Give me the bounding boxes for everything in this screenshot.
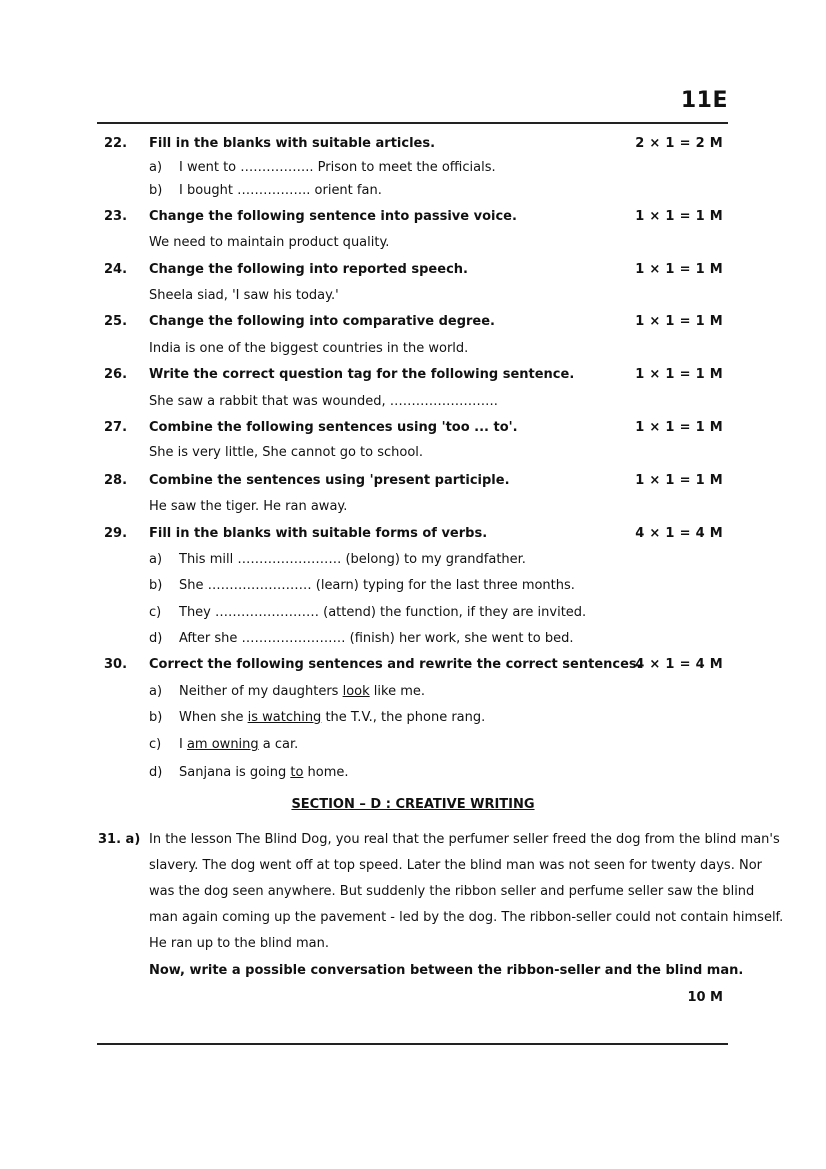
question-23 [0,207,826,227]
question-text: Write the correct question tag for the following sentence. [149,367,575,382]
question-31-task [0,961,826,981]
option-text [179,735,298,755]
question-sentence: India is one of the biggest countries in the world. [149,341,469,356]
question-31-line-5 [0,934,826,954]
question-number: 23. [104,209,128,224]
passage-line: slavery. The dog went off at top speed. Later the blind man was not seen for twenty days. Nor [149,858,762,873]
question-25 [0,312,826,332]
writing-task: Now, write a possible conversation between the ribbon-seller and the blind man. [149,963,744,978]
paper-code: 11E [680,88,728,113]
option-label: a) [149,160,163,175]
question-number: 22. [104,136,128,151]
section-heading-row [0,795,826,815]
question-sentence: Sheela siad, 'I saw his today.' [149,288,339,303]
bottom-rule [97,1043,728,1045]
underlined-error: look [342,684,370,699]
option-label: b) [149,578,163,593]
question-text: Change the following into reported speech. [149,262,468,277]
option-row [0,682,826,702]
passage-line: In the lesson The Blind Dog, you real that the perfumer seller freed the dog from the blind man's [149,832,780,847]
text-after: the T.V., the phone rang. [321,710,486,725]
option-text: I went to …………….. Prison to meet the officials. [179,160,496,175]
question-text: Combine the sentences using 'present participle. [149,473,510,488]
option-label: b) [149,183,163,198]
section-title: SECTION – D : CREATIVE WRITING [291,797,535,812]
question-sentence: She is very little, She cannot go to school. [149,445,424,460]
question-sentence: She saw a rabbit that was wounded, ……………………. [149,394,498,409]
passage-line: man again coming up the pavement - led by the dog. The ribbon-seller could not contain himself. [149,910,784,925]
question-text: Correct the following sentences and rewrite the correct sentences. [149,657,642,672]
passage-line: He ran up to the blind man. [149,936,329,951]
option-row [0,181,826,201]
question-text: Change the following into comparative degree. [149,314,495,329]
text-before: Neither of my daughters [179,684,343,699]
question-number: 24. [104,262,128,277]
text-before: Sanjana is going [179,765,291,780]
question-marks: 4 × 1 = 4 M [635,526,723,541]
text-after: a car. [258,737,299,752]
underlined-error: to [290,765,304,780]
question-number: 28. [104,473,128,488]
option-label: c) [149,737,162,752]
option-row [0,763,826,783]
option-text: This mill …………………… (belong) to my grandfather. [179,552,526,567]
text-before: I [179,737,187,752]
answer-row [0,339,826,359]
question-text: Change the following sentence into passive voice. [149,209,517,224]
question-number: 26. [104,367,128,382]
underlined-error: am owning [186,737,259,752]
option-text: They …………………… (attend) the function, if they are invited. [179,605,587,620]
question-marks: 1 × 1 = 1 M [635,420,723,435]
option-row [0,735,826,755]
answer-row [0,392,826,412]
question-number: 30. [104,657,128,672]
option-row [0,629,826,649]
option-row [0,576,826,596]
question-27 [0,418,826,438]
passage-line: was the dog seen anywhere. But suddenly the ribbon seller and perfume seller saw the blind [149,884,755,899]
question-number: 29. [104,526,128,541]
section-heading [0,795,826,815]
question-marks: 1 × 1 = 1 M [635,367,723,382]
question-30 [0,655,826,675]
option-text: I bought …………….. orient fan. [179,183,382,198]
question-sentence: We need to maintain product quality. [149,235,390,250]
question-marks: 1 × 1 = 1 M [635,262,723,277]
option-label: a) [149,552,163,567]
question-marks: 1 × 1 = 1 M [635,314,723,329]
question-marks: 10 M [687,990,723,1005]
option-row [0,550,826,570]
question-text: Fill in the blanks with suitable articles. [149,136,436,151]
answer-row [0,233,826,253]
option-label: d) [149,631,163,646]
answer-row [0,286,826,306]
option-label: c) [149,605,162,620]
option-text [179,763,349,783]
option-text [179,708,485,728]
question-31-line-4 [0,908,826,928]
question-marks: 1 × 1 = 1 M [635,209,723,224]
underlined-error: is watching [247,710,322,725]
option-row [0,603,826,623]
question-number: 25. [104,314,128,329]
question-text: Combine the following sentences using 'too ... to'. [149,420,518,435]
option-row [0,158,826,178]
option-text [179,682,425,702]
top-rule [97,122,728,124]
option-row [0,708,826,728]
question-29 [0,524,826,544]
text-after: home. [303,765,349,780]
question-26 [0,365,826,385]
question-marks: 1 × 1 = 1 M [635,473,723,488]
text-after: like me. [369,684,426,699]
question-sentence: He saw the tiger. He ran away. [149,499,348,514]
answer-row [0,443,826,463]
question-31-line-3 [0,882,826,902]
text-before: When she [179,710,248,725]
option-text: After she …………………… (finish) her work, she went to bed. [179,631,574,646]
question-24 [0,260,826,280]
question-marks: 2 × 1 = 2 M [635,136,723,151]
question-31-line-2 [0,856,826,876]
question-marks: 4 × 1 = 4 M [635,657,723,672]
option-text: She …………………… (learn) typing for the last three months. [179,578,575,593]
question-31-line-1 [0,830,826,850]
option-label: b) [149,710,163,725]
option-label: d) [149,765,163,780]
question-text: Fill in the blanks with suitable forms of verbs. [149,526,488,541]
answer-row [0,497,826,517]
question-31-marks-row [0,988,826,1008]
option-label: a) [149,684,163,699]
question-number: 27. [104,420,128,435]
question-22 [0,134,826,154]
question-number: 31. a) [98,832,141,847]
question-28 [0,471,826,491]
